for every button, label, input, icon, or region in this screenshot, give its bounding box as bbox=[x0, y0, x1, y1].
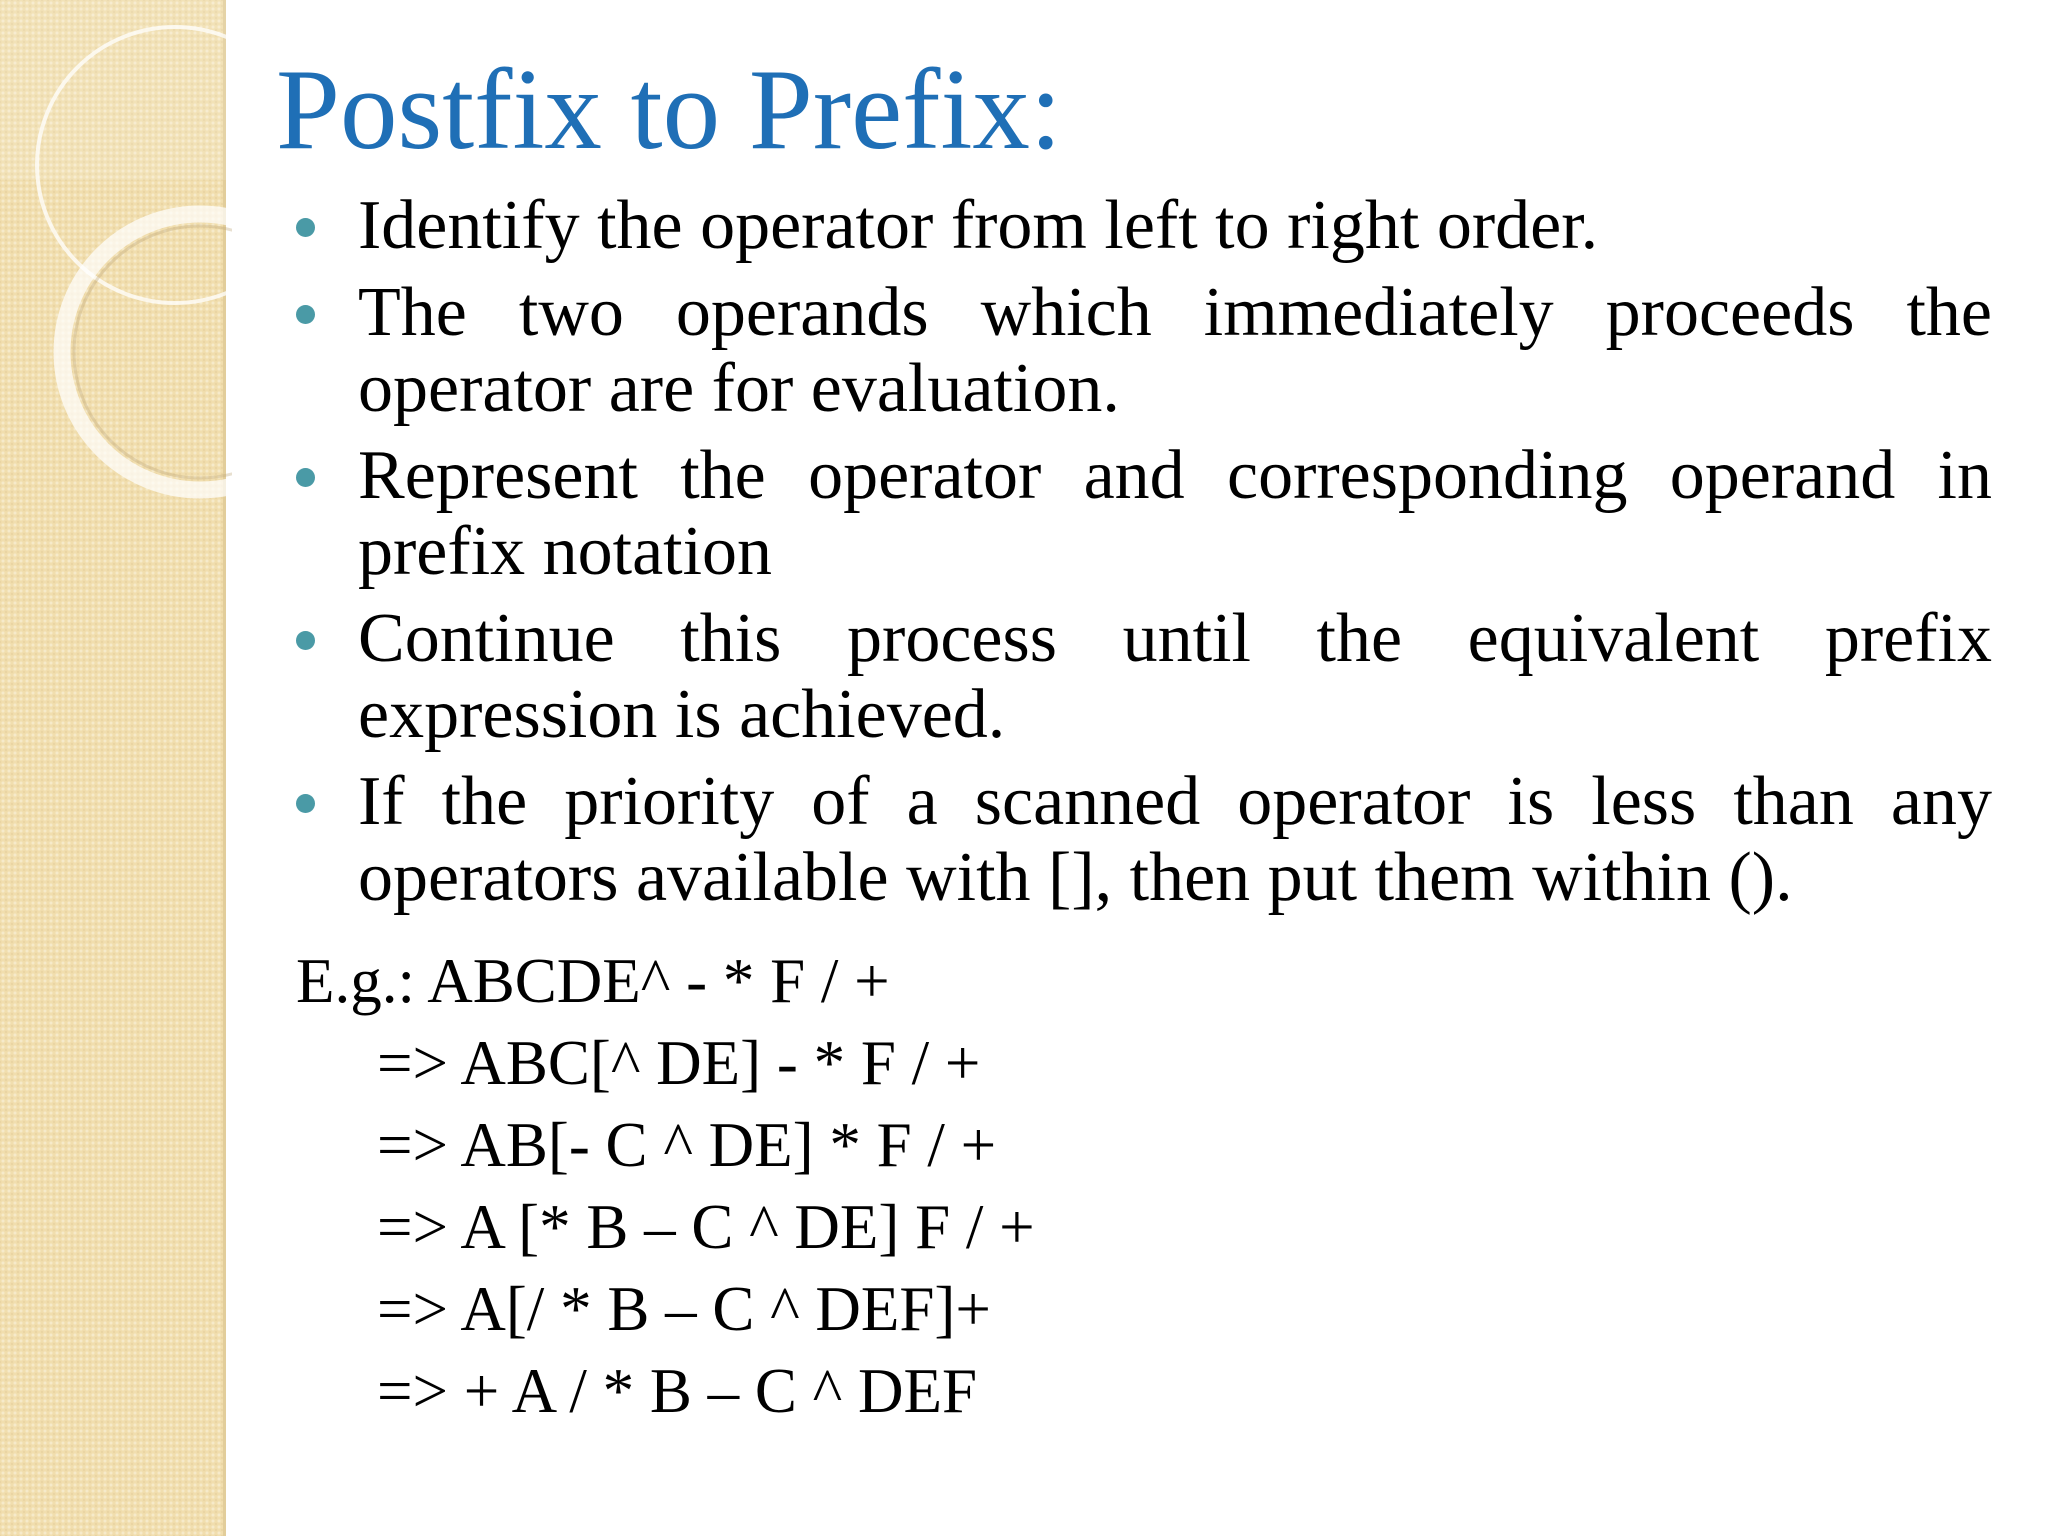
bullet-dot-icon bbox=[296, 468, 315, 487]
bullet-dot-icon bbox=[296, 305, 315, 324]
bullet-item bbox=[358, 438, 1992, 590]
example-label: E.g.: ABCDE^ - * F / + bbox=[296, 946, 890, 1016]
bullet-dot-icon bbox=[296, 218, 315, 237]
bullet-list bbox=[358, 188, 1992, 927]
bullet-text: The two operands which immediately proceeds the operator are for evaluation. bbox=[358, 274, 1992, 427]
example-step: => AB[- C ^ DE] * F / + bbox=[377, 1110, 997, 1180]
bullet-dot-icon bbox=[296, 794, 315, 813]
bullet-item bbox=[358, 188, 1992, 264]
slide-title: Postfix to Prefix: bbox=[276, 46, 1062, 173]
bullet-item bbox=[358, 601, 1992, 753]
bullet-text: If the priority of a scanned operator is less than any operators available with [], then put them within (). bbox=[358, 763, 1992, 916]
bullet-text: Identify the operator from left to right order. bbox=[358, 187, 1599, 264]
bullet-item bbox=[358, 275, 1992, 427]
decorative-circles bbox=[0, 0, 232, 520]
bullet-text: Represent the operator and corresponding operand in prefix notation bbox=[358, 437, 1992, 590]
example-step: => A[/ * B – C ^ DEF]+ bbox=[377, 1274, 991, 1344]
example-step: => A [* B – C ^ DE] F / + bbox=[377, 1192, 1035, 1262]
example-step: => + A / * B – C ^ DEF bbox=[377, 1356, 978, 1426]
bullet-text: Continue this process until the equivalent prefix expression is achieved. bbox=[358, 600, 1992, 753]
bullet-dot-icon bbox=[296, 631, 315, 650]
bullet-item bbox=[358, 764, 1992, 916]
example-step: => ABC[^ DE] - * F / + bbox=[377, 1028, 981, 1098]
